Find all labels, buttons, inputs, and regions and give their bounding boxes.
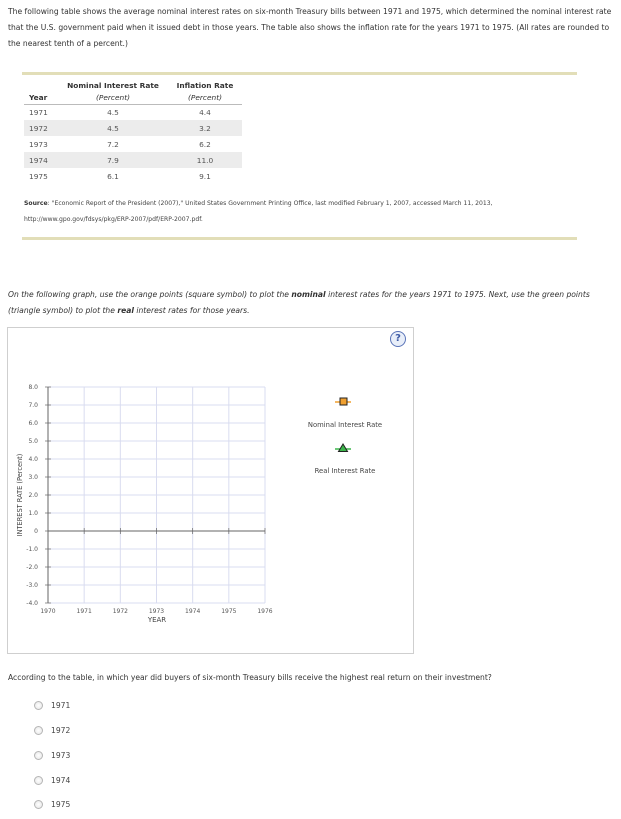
instr-part3: interest rates for those years. <box>133 306 250 315</box>
subheader-nominal: (Percent) <box>58 91 168 104</box>
radio-button[interactable] <box>34 751 43 760</box>
source-text: : "Economic Report of the President (2007)," United States Government Printing Office, last modified February 1, 2007, accessed March 11, 2013, http://www.gpo.gov/fdsys/pkg/ERP-2007/pdf/ERP-2007.pdf. <box>24 200 493 223</box>
radio-button[interactable] <box>34 726 43 735</box>
cell-nominal: 7.2 <box>107 139 119 149</box>
radio-button[interactable] <box>34 776 43 785</box>
instr-part2: interest rates for the years 1971 to 1975. Next, use the green points (triangle symbol) to plot the <box>8 290 590 315</box>
option-label: 1972 <box>51 725 71 735</box>
option-label: 1973 <box>51 750 71 760</box>
y-tick-label: 2.0 <box>28 492 38 499</box>
x-tick-label: 1971 <box>76 608 92 615</box>
cell-inflation: 11.0 <box>168 152 242 168</box>
y-axis-title: INTEREST RATE (Percent) <box>16 453 24 537</box>
cell-nominal: 4.5 <box>107 107 119 117</box>
intro-text: The following table shows the average nominal interest rates on six-month Treasury bills between 1971 and 1975, which determined the nominal interest rate that the U.S. government paid when it issued debt in those years. The table also shows the inflation rate for the years 1971 to 1975. (All rates are rounded to the nearest tenth of a percent.) <box>8 7 612 48</box>
legend-nominal-square-icon <box>340 398 347 405</box>
y-tick-label: 8.0 <box>28 384 38 391</box>
cell-nominal: 7.9 <box>58 152 168 168</box>
radio-button[interactable] <box>34 701 43 710</box>
legend-real-triangle-icon <box>339 444 348 452</box>
header-year-label: Year <box>24 91 58 104</box>
y-tick-label: 3.0 <box>28 474 38 481</box>
x-axis-title: YEAR <box>147 616 167 624</box>
option-1975[interactable] <box>34 797 70 811</box>
x-tick-label: 1970 <box>40 608 56 615</box>
x-tick-label: 1974 <box>185 608 201 615</box>
cell-inflation: 6.2 <box>199 139 211 149</box>
option-1974[interactable] <box>34 773 70 787</box>
instr-nominal: nominal <box>291 290 326 299</box>
y-tick-label: -4.0 <box>26 600 38 607</box>
x-tick-label: 1973 <box>148 608 165 615</box>
legend-nominal-label: Nominal Interest Rate <box>307 421 383 429</box>
help-icon[interactable]: ? <box>390 331 406 347</box>
y-tick-label: 4.0 <box>28 456 38 463</box>
y-tick-label: -2.0 <box>26 564 38 571</box>
option-1972[interactable] <box>34 723 70 737</box>
y-tick-label: 7.0 <box>28 402 38 409</box>
source-label: Source <box>24 200 48 207</box>
x-tick-label: 1972 <box>112 608 128 615</box>
y-tick-label: 1.0 <box>28 510 38 517</box>
y-tick-label: 6.0 <box>28 420 38 427</box>
x-tick-label: 1975 <box>221 608 237 615</box>
question-text: According to the table, in which year did buyers of six-month Treasury bills receive the highest real return on their investment? <box>8 673 492 682</box>
instr-part1: On the following graph, use the orange points (square symbol) to plot the <box>8 290 292 299</box>
radio-button[interactable] <box>34 800 43 809</box>
header-inflation: Inflation Rate <box>176 80 234 90</box>
cell-year: 1971 <box>29 107 48 117</box>
cell-year: 1974 <box>24 152 58 168</box>
y-tick-label: 0 <box>34 528 38 535</box>
legend-real-label: Real Interest Rate <box>314 467 376 475</box>
x-tick-label: 1976 <box>257 608 273 615</box>
option-label: 1971 <box>51 700 71 710</box>
cell-nominal: 6.1 <box>107 171 119 181</box>
cell-nominal: 4.5 <box>58 120 168 136</box>
header-nominal: Nominal Interest Rate <box>67 80 159 90</box>
cell-inflation: 3.2 <box>168 120 242 136</box>
cell-year: 1975 <box>29 171 48 181</box>
y-tick-label: -3.0 <box>26 582 38 589</box>
option-label: 1975 <box>51 799 71 809</box>
subheader-inflation: (Percent) <box>168 91 242 104</box>
option-label: 1974 <box>51 775 71 785</box>
cell-year: 1972 <box>24 120 58 136</box>
cell-year: 1973 <box>29 139 48 149</box>
option-1973[interactable] <box>34 748 70 762</box>
cell-inflation: 4.4 <box>199 107 211 117</box>
y-tick-label: 5.0 <box>28 438 38 445</box>
instr-real: real <box>117 306 134 315</box>
y-tick-label: -1.0 <box>26 546 38 553</box>
cell-inflation: 9.1 <box>199 171 211 181</box>
option-1971[interactable] <box>34 698 70 712</box>
